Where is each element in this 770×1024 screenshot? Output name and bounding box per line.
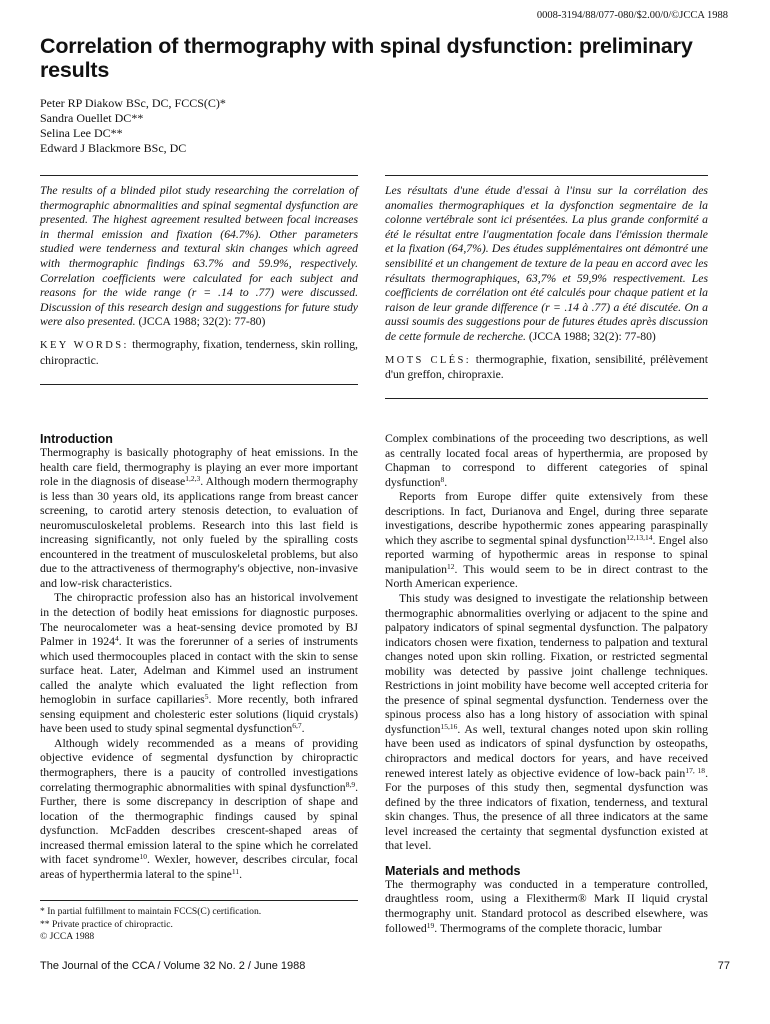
- footnote-3: © JCCA 1988: [40, 931, 95, 943]
- keywords-en: [40, 338, 358, 368]
- abstract-fr-text: Les résultats d'une étude d'essai à l'insu sur la corrélation des anomalies thermographiques et la dysfonction segmentaire de la colonne vertébrale sont ici présentées. La plus grande conformité a été le résultat entre l'augmentation focale dans l'émission thermale et la fixation (64,7%). Des études supplémentaires ont démontré une sensibilité et un changement de texture de la peau en accord avec les résultats thermographiques, 63,7% et 59,9% respectivement. Les coefficients de corrélation ont été calculés pour chaque patient et la raison de leur grande difference (r = .14 à .77) a été discutée. On a aussi soumis des suggestions pour de futures études après discussion de cette formule de recherche.: [385, 184, 708, 343]
- abstract-fr-top-rule: [385, 175, 708, 176]
- abstract-en-citation: (JCCA 1988; 32(2): 77-80): [135, 315, 266, 329]
- abstract-fr-bottom-rule: [385, 398, 708, 399]
- author-2: Sandra Ouellet DC**: [40, 111, 144, 125]
- intro-paragraph-5: Reports from Europe differ quite extensively from these descriptions. In fact, Durianova and Engel, during three separate investigations, describe hypothermic zones appearing paraspinally which they ascribe to segmental spinal dysfunction$^{12,13,14}$. Engel also reported warming of hypothermic areas in response to spinal manipulation$^{12}$. This would seem to be in direct contrast to the North American experience.: [385, 490, 708, 591]
- abstract-fr-citation: (JCCA 1988; 32(2): 77-80): [525, 329, 656, 343]
- intro-paragraph-2: The chiropractic profession also has an historical involvement in the detection of bodily heat emissions for diagnostic purposes. The neurocalometer was a heat-sensing device promoted by BJ Palmer in 1924$^4$. It was the forerunner of a series of instruments which used thermocouples placed in contact with the skin to sense surface heat. Later, Adelman and Kimmel used an instrument called the analyte which evaluated the light reflection from hemoglobin in surface capillaries$^5$. More recently, both infrared sensing equipment and cholesteric ester solutions (liquid crystals) have been used to study spinal segmental dysfunction$^{6,7}$.: [40, 591, 359, 736]
- keywords-en-list: thermography, fixation, tenderness, skin rolling, chiropractic.: [40, 337, 358, 367]
- methods-paragraph-1: The thermography was conducted in a temperature controlled, draughtless room, using a Flexitherm® Mark II liquid crystal thermography unit. Standard protocol as described elsewhere, was followed$^{19}$. Thermograms of the complete thoracic, lumbar: [385, 877, 708, 935]
- intro-paragraph-6: This study was designed to investigate the relationship between thermographic abnormalities overlying or adjacent to the spine and palpatory indicators of spinal segmental dysfunction. The palpatory indicators chosen were fixation, tenderness to palpation and textural changes noted upon skin rolling. Fixation, or restricted segmental mobility was detected by passive joint challenge techniques. Restrictions in joint mobility have become well accepted criteria for the presence of spinal segmental dysfunction. Tenderness over the spinous process also has a long history of association with spinal dysfunction$^{15,16}$. As well, textural changes noted upon skin rolling have been used as indicators of spinal dysfunction by osteopaths, chiropractors and medical doctors for years, and have received renewed interest lately as objective evidence of low-back pain$^{17, 18}$. For the purposes of this study then, segmental dysfunction was defined by the three indicators of fixation, tenderness, and textural skin changes. Thus, the presence of all three indicators at the same level increased the certainty that segmental dysfunction existed at that level.: [385, 592, 708, 853]
- keywords-fr-label: MOTS CLÉS:: [385, 354, 472, 366]
- keywords-fr: [385, 353, 708, 383]
- journal-citation: The Journal of the CCA / Volume 32 No. 2 / June 1988: [40, 960, 306, 972]
- doi-line: 0008-3194/88/077-080/$2.00/0/©JCCA 1988: [536, 10, 728, 21]
- footnote-1: * In partial fulfillment to maintain FCCS(C) certification.: [40, 906, 262, 917]
- intro-paragraph-3: Although widely recommended as a means of providing objective evidence of segmental dysfunction by chiropractic thermographers, there is a paucity of controlled investigations correlating thermographic abnormalities with spinal dysfunction$^{8,9}$. Further, there is some discrepancy in description of shape and location of the thermographic findings caused by spinal dysfunction. McFadden describes crescent-shaped areas of increased thermal emission lateral to the spine which he correlated with facet syndrome$^{10}$. Wexler, however, describes circular, focal areas of hyperthermia lateral to the spine$^{11}$.: [40, 736, 358, 881]
- body-column-left: [40, 432, 358, 882]
- author-3: Selina Lee DC**: [40, 126, 123, 140]
- footnotes: [40, 906, 358, 944]
- author-1: Peter RP Diakow BSc, DC, FCCS(C)*: [40, 96, 226, 110]
- author-4: Edward J Blackmore BSc, DC: [40, 141, 187, 155]
- body-column-right: [385, 432, 708, 936]
- abstract-french: [385, 184, 708, 383]
- article-title: Correlation of thermography with spinal dysfunction: preliminary results: [40, 34, 693, 82]
- keywords-en-label: KEY WORDS:: [40, 339, 129, 351]
- abstract-en-text: The results of a blinded pilot study researching the correlation of thermographic abnormalities and spinal segmental dysfunction are presented. The highest agreement resulted between focal increases in thermal emission and fixation (64.7%). Other parameters studied were tenderness and textural skin changes which agreed with thermographic findings 63.7% and 59.9%, respectively. Correlation coefficients were calculated for each subject and reasons for the wide range (r = .14 to .77) were discussed. Discussion of this research design and suggestions for future study were also presented.: [40, 184, 358, 329]
- intro-paragraph-4: Complex combinations of the proceeding two descriptions, as well as centrally located focal areas of hyperthermia, are proposed by Chapman to correspond to different categories of spinal dysfunction$^8$.: [385, 432, 708, 489]
- abstract-english: [40, 184, 358, 368]
- author-list: [40, 96, 226, 156]
- page-footer: [40, 960, 730, 972]
- abstract-en-bottom-rule: [40, 384, 358, 385]
- intro-paragraph-1: Thermography is basically photography of heat emissions. In the health care field, thermography is playing an ever more important role in the diagnosis of disease$^{1,2,3}$. Although modern thermography is less than 30 years old, its applications range from breast cancer screening, to carotid artery stenosis detection, to evaluation of neuromusculoskeletal problems. Research into this last field is increasing significantly, not only fueled by the spiralling costs encountered in the treatment of musculoskeletal problems, but also due to the attractiveness of thermography's objective, non-invasive and low-risk characteristics.: [40, 446, 359, 590]
- footnote-2: ** Private practice of chiropractic.: [40, 918, 173, 930]
- keywords-fr-list: thermographie, fixation, sensibilité, prélèvement d'un greffon, chiropraxie.: [385, 352, 709, 382]
- abstract-en-top-rule: [40, 175, 358, 176]
- page-number: 77: [717, 960, 730, 972]
- methods-heading: Materials and methods: [385, 863, 521, 878]
- introduction-heading: Introduction: [40, 432, 113, 446]
- footnote-rule: [40, 900, 358, 901]
